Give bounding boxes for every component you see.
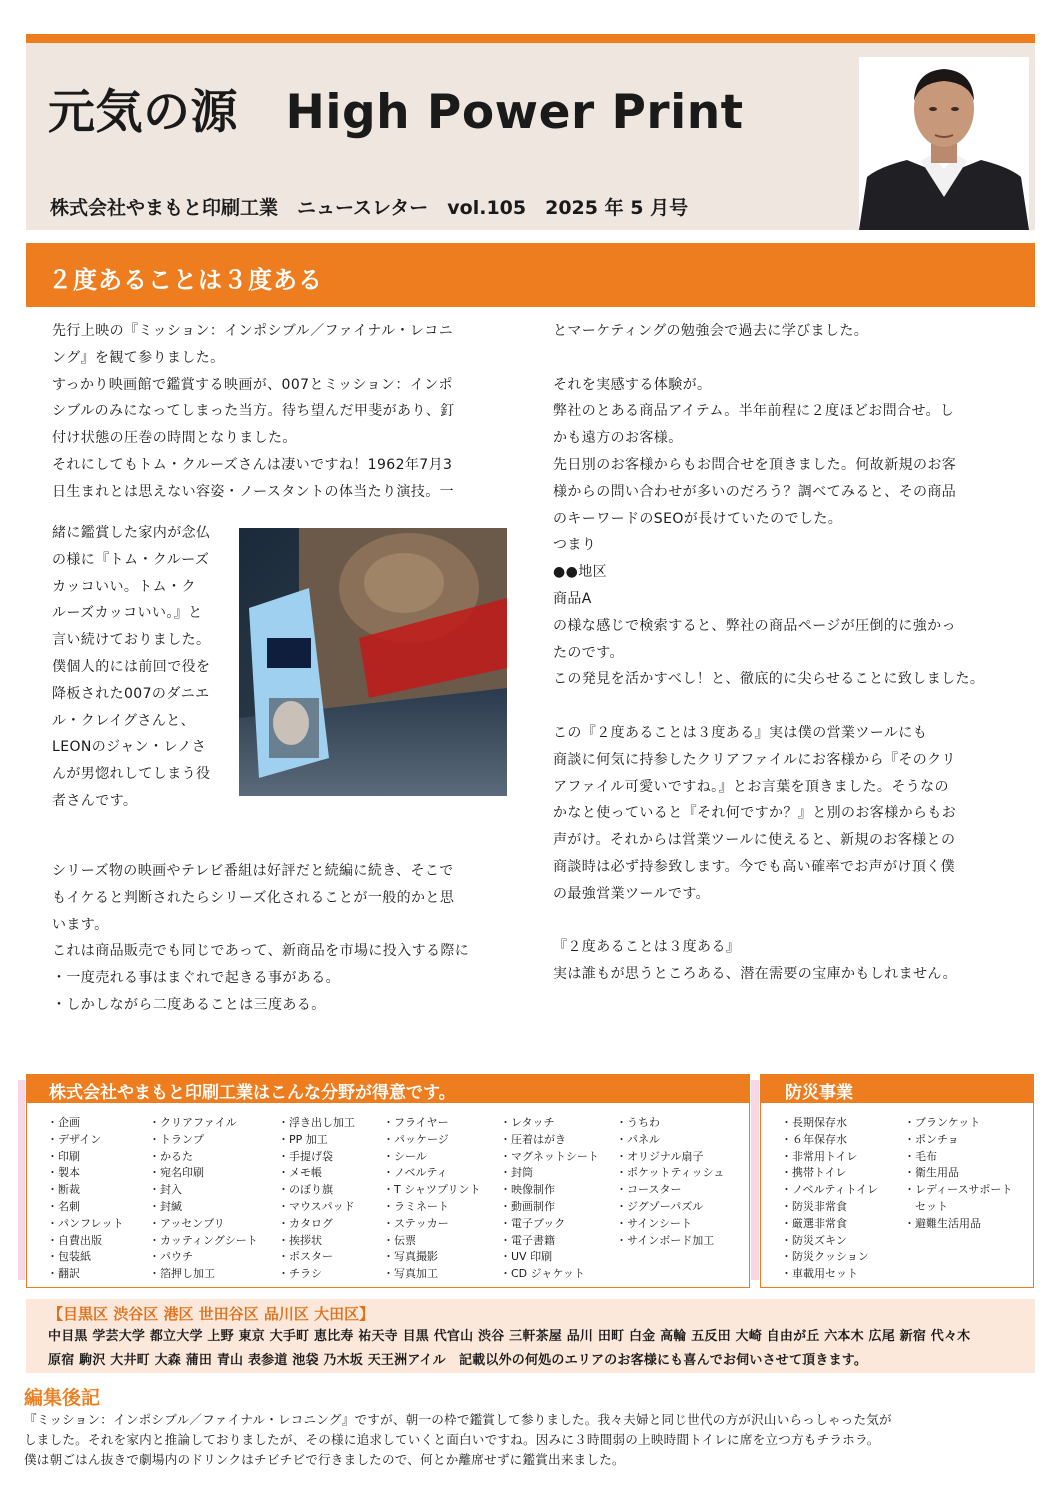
service-item: ・パッケージ [383, 1132, 449, 1146]
service-column [500, 1115, 599, 1283]
article-line: 実は誰もが思うところある、潜在需要の宝庫かもしれません。 [553, 966, 958, 983]
service-item: ・アッセンブリ [149, 1216, 225, 1230]
service-item: ・浮き出し加工 [278, 1116, 355, 1129]
article-line: ル・クレイグさんと、 [52, 712, 196, 729]
decorative-edge-left [18, 1080, 25, 1280]
service-item: ・トランプ [149, 1132, 204, 1146]
article-line: 商談時は必ず持参致します。今でも高い確率でお声がけ頂く僕 [553, 858, 956, 875]
service-item: ・宛名印刷 [149, 1166, 204, 1180]
article-line: 僕個人的には前回で役を [52, 658, 211, 675]
service-area-heading: 【目黒区 渋谷区 港区 世田谷区 品川区 大田区】 [48, 1305, 375, 1323]
service-item: ・動画制作 [500, 1199, 555, 1213]
editorial-heading: 編集後記 [24, 1387, 101, 1409]
service-item: ・ポスター [278, 1250, 333, 1264]
article-line: 緒に鑑賞した家内が念仏 [52, 525, 211, 541]
article-line: ルーズカッコいい。』と [52, 605, 203, 622]
article-line: のキーワードのSEOが長けていたのでした。 [553, 510, 843, 527]
service-item: ・ポケットティッシュ [616, 1166, 725, 1180]
service-item: ・名刺 [47, 1199, 80, 1213]
article-line: それを実感する体験が。 [553, 376, 712, 393]
article-line: ング』を観て参りました。 [52, 349, 225, 366]
article-line: 付け状態の圧巻の時間となりました。 [52, 430, 297, 447]
article-line: んが男惚れしてしまう役 [52, 766, 211, 783]
service-item: ・デザイン [47, 1132, 102, 1146]
service-item: ・手提げ袋 [278, 1149, 333, 1163]
service-column [616, 1115, 724, 1249]
specialty-heading-bar [27, 1075, 749, 1103]
service-item: ・断裁 [47, 1183, 80, 1197]
article-line: 商談に何気に持参したクリアファイルにお客様から『そのクリ [553, 751, 956, 768]
decorative-edge-right [751, 1080, 759, 1280]
article-line: 先日別のお客様からもお問合せを頂きました。何故新規のお客 [553, 456, 957, 473]
service-item: ・印刷 [47, 1149, 80, 1163]
service-item: ・のぼり旗 [278, 1183, 333, 1197]
article-line: LEONのジャン・レノさ [52, 739, 207, 756]
service-item: ・厳選非常食 [781, 1216, 847, 1230]
article-line [553, 693, 1023, 720]
article-line: たのです。 [553, 644, 624, 661]
service-item: ・自費出版 [47, 1233, 102, 1247]
article-line: 先行上映の『ミッション：インポシブル／ファイナル・レコニ [52, 323, 454, 339]
service-column [781, 1115, 878, 1283]
service-item: ・封筒 [500, 1166, 533, 1180]
article-line: アファイル可愛いですね。』とお言葉を頂きました。そうなの [553, 778, 949, 795]
section-heading-bar [26, 243, 1035, 307]
service-item: ・レディースサポート [904, 1183, 1013, 1197]
service-item: ・ステッカー [383, 1216, 449, 1230]
article-line: シリーズ物の映画やテレビ番組は好評だと続編に続き、そこで [52, 863, 454, 879]
article-left-column-wrap [52, 520, 210, 815]
service-item: ・防災クッション [781, 1250, 869, 1264]
article-line: 『２度あることは３度ある』 [553, 939, 741, 956]
service-item: ・PP 加工 [278, 1132, 328, 1146]
service-item: ・製本 [47, 1166, 80, 1180]
service-item: セット [904, 1199, 948, 1213]
service-item: ・封緘 [149, 1199, 182, 1213]
service-column [278, 1115, 355, 1283]
service-item: ・パネル [616, 1132, 660, 1146]
service-item: ・ポンチョ [904, 1132, 959, 1146]
service-column [149, 1115, 258, 1283]
article-line: の様に『トム・クルーズ [52, 551, 210, 568]
service-area-line-1: 中目黒 学芸大学 都立大学 上野 東京 大手町 恵比寿 祐天寺 目黒 代官山 渋谷 三軒茶屋 品川 田町 白金 高輪 五反田 大崎 自由が丘 六本木 広尾 新宿 代々木 [48, 1329, 971, 1344]
article-line: つまり [553, 537, 597, 554]
movie-theater-photo [239, 528, 507, 796]
service-item: ・CD ジャケット [500, 1267, 585, 1281]
editorial-line: しました。それを家内と推論しておりましたが、その様に追求していくと面白いですね。因みに３時間弱の上映時間トイレに席を立つ方もチラホラ。 [24, 1431, 880, 1447]
service-item: ・防災非常食 [781, 1199, 847, 1213]
service-item: ・車載用セット [781, 1267, 858, 1281]
service-item: ・マグネットシート [500, 1149, 599, 1163]
specialty-services-box [26, 1074, 750, 1288]
article-line: ・一度売れる事はまぐれで起きる事がある。 [52, 970, 340, 987]
service-item: ・電子ブック [500, 1216, 566, 1230]
service-item: ・メモ帳 [278, 1166, 322, 1180]
article-line: います。 [52, 916, 109, 933]
editorial-line: 『ミッション：インポシブル／ファイナル・レコニング』ですが、朝一の枠で鑑賞して参りました。我々夫婦と同じ世代の方が沢山いらっしゃった気が [24, 1412, 892, 1427]
service-item: ・うちわ [616, 1116, 660, 1129]
service-item: ・避難生活用品 [904, 1216, 981, 1230]
article-line: の最強営業ツールです。 [553, 885, 710, 902]
service-item: ・T シャツプリント [383, 1183, 481, 1197]
article-line: 言い続けておりました。 [52, 632, 211, 649]
service-item: ・ノベルティトイレ [781, 1183, 879, 1197]
article-line [553, 345, 1023, 372]
service-item: ・包装紙 [47, 1250, 91, 1264]
specialty-title: 株式会社やまもと印刷工業はこんな分野が得意です。 [49, 1083, 456, 1103]
article-line: ・しかしながら二度あることは三度ある。 [52, 996, 326, 1013]
article-line: 様からの問い合わせが多いのだろう？調べてみると、その商品 [553, 483, 957, 500]
article-right-column [553, 318, 1023, 988]
article-line: かも遠方のお客様。 [553, 430, 683, 447]
service-item: ・ブランケット [904, 1116, 981, 1129]
service-item: ・電子書籍 [500, 1233, 555, 1247]
service-item: ・フライヤー [383, 1116, 449, 1129]
article-line: 声がけ。それからは営業ツールに使えると、新規のお客様との [553, 832, 956, 849]
service-item: ・コースター [616, 1183, 682, 1197]
article-line [553, 908, 1023, 935]
newsletter-header [26, 34, 1035, 230]
newsletter-title: 元気の源 High Power Print [48, 85, 744, 140]
article-line: もイケると判断されたらシリーズ化されることが一般的かと思 [52, 889, 455, 906]
service-item: ・写真加工 [383, 1267, 438, 1281]
article-line: これは商品販売でも同じであって、新商品を市場に投入する際に [52, 943, 470, 960]
service-item: ・携帯トイレ [781, 1166, 847, 1180]
bousai-heading-bar [761, 1075, 1033, 1103]
service-item: ・UV 印刷 [500, 1250, 553, 1264]
author-portrait [859, 57, 1029, 230]
article-line: 日生まれとは思えない容姿・ノースタントの体当たり演技。一 [52, 483, 455, 500]
service-item: ・非常用トイレ [781, 1149, 858, 1163]
article-line: 者さんです。 [52, 792, 138, 809]
article-line: カッコいい。トム・ク [52, 578, 196, 595]
service-item: ・カタログ [278, 1216, 333, 1230]
editorial-body [24, 1410, 892, 1469]
article-left-column-top [52, 318, 512, 506]
article-line: 商品A [553, 590, 592, 607]
service-item: ・オリジナル扇子 [616, 1149, 704, 1163]
service-item: ・６年保存水 [781, 1132, 847, 1146]
service-item: ・サインシート [616, 1216, 692, 1230]
service-item: ・レタッチ [500, 1116, 555, 1129]
service-item: ・パンフレット [47, 1216, 124, 1230]
service-item: ・クリアファイル [149, 1116, 237, 1129]
article-line: ●●地区 [553, 564, 608, 581]
service-item: ・映像制作 [500, 1183, 555, 1197]
service-item: ・企画 [47, 1116, 80, 1129]
article-line: すっかり映画館で鑑賞する映画が、007とミッション：インポ [52, 376, 453, 393]
disaster-prevention-box [760, 1074, 1034, 1288]
service-item: ・かるた [149, 1149, 193, 1163]
service-column [904, 1115, 1012, 1233]
service-item: ・ジグゾーパズル [616, 1199, 704, 1213]
service-item: ・挨拶状 [278, 1233, 322, 1247]
service-item: ・カッティングシート [149, 1233, 258, 1247]
article-line: 弊社のとある商品アイテム。半年前程に２度ほどお問合せ。し [553, 403, 955, 420]
article-line: とマーケティングの勉強会で過去に学びました。 [553, 323, 869, 339]
article-line: それにしてもトム・クルーズさんは凄いですね！1962年7月3 [52, 456, 453, 473]
service-item: ・パウチ [149, 1250, 193, 1264]
service-item: ・箔押し加工 [149, 1267, 215, 1281]
service-item: ・シール [383, 1149, 427, 1163]
service-item: ・防災ズキン [781, 1233, 847, 1247]
service-item: ・写真撮影 [383, 1250, 438, 1264]
service-item: ・翻訳 [47, 1267, 80, 1281]
editorial-line: 僕は朝ごはん抜きで劇場内のドリンクはチビチビで行きましたので、何とか離席せずに鑑賞出来ました。 [24, 1451, 625, 1467]
service-column [47, 1115, 123, 1283]
article-line: かなと使っていると『それ何ですか？』と別のお客様からもお [553, 805, 957, 822]
service-item: ・ノベルティ [383, 1166, 448, 1180]
newsletter-subtitle: 株式会社やまもと印刷工業 ニュースレター vol.105 2025 年 5 月号 [50, 197, 689, 219]
article-line: この発見を活かすべし！と、徹底的に尖らせることに致しました。 [553, 671, 985, 688]
service-item: ・ラミネート [383, 1199, 449, 1213]
service-item: ・衛生用品 [904, 1166, 959, 1180]
service-item: ・マウスパッド [278, 1199, 355, 1213]
service-item: ・伝票 [383, 1233, 416, 1247]
service-item: ・圧着はがき [500, 1132, 566, 1146]
service-area-line-2: 原宿 駒沢 大井町 大森 蒲田 青山 表参道 池袋 乃木坂 天王洲アイル 記載以外の何処のエリアのお客様にも喜んでお伺いさせて頂きます。 [48, 1353, 868, 1368]
service-item: ・長期保存水 [781, 1116, 847, 1129]
article-line: この『２度あることは３度ある』実は僕の営業ツールにも [553, 724, 928, 741]
section-title: ２度あることは３度ある [48, 266, 323, 294]
article-left-column-bottom [52, 858, 469, 1019]
service-item: ・封入 [149, 1183, 182, 1197]
service-item: ・毛布 [904, 1149, 937, 1163]
bousai-title: 防災事業 [785, 1083, 853, 1103]
article-line: 降板された007のダニエ [52, 685, 210, 702]
article-line: シブルのみになってしまった当方。待ち望んだ甲斐があり、釘 [52, 403, 455, 420]
service-item: ・チラシ [278, 1267, 322, 1281]
article-line: の様な感じで検索すると、弊社の商品ページが圧倒的に強かっ [553, 617, 956, 634]
service-item: ・サインボード加工 [616, 1233, 715, 1247]
service-column [383, 1115, 481, 1283]
service-area-box [26, 1299, 1035, 1373]
